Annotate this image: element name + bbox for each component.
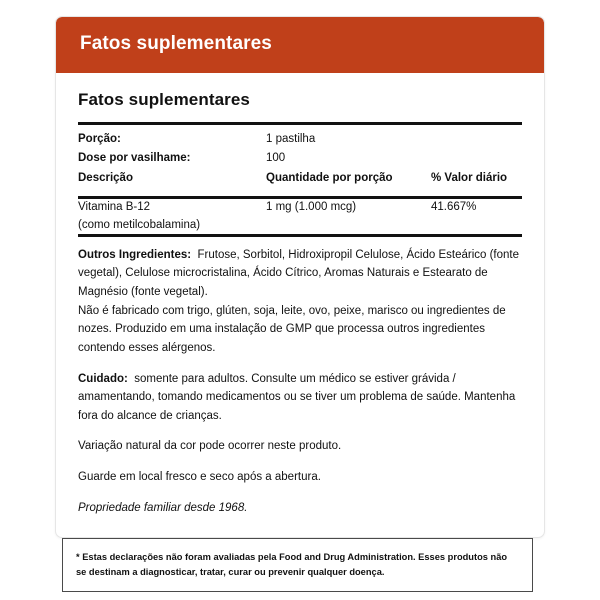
- nutrient-amount: 1 mg (1.000 mcg): [266, 201, 357, 214]
- other-ingredients-paragraph: [78, 246, 522, 302]
- prose-gap-3: [78, 456, 522, 468]
- servings-per-container-label: Dose por vasilhame:: [78, 152, 191, 165]
- prose-gap-1: [78, 358, 522, 370]
- serving-size-label: Porção:: [78, 133, 121, 146]
- prose-gap-4: [78, 487, 522, 499]
- supplement-facts-card: [55, 16, 545, 538]
- table-row-vitamin-b12-source: [78, 217, 522, 234]
- caution-text: somente para adultos. Consulte um médico se estiver grávida / amamentando, tomando medicamentos ou se tiver um problema de saúde. Mantenha fora do alcance de crianças.: [78, 372, 516, 422]
- nutrient-daily-value: 41.667%: [431, 201, 477, 214]
- fda-disclaimer-box: [62, 538, 533, 592]
- column-header-daily-value: % Valor diário: [431, 172, 508, 185]
- table-row-servings-per-container: [78, 149, 522, 168]
- allergen-paragraph: Não é fabricado com trigo, glúten, soja, leite, ovo, peixe, marisco ou ingredientes de nozes. Produzido em uma instalação de GMP que processa outros ingredientes contendo esses alérgenos.: [78, 304, 506, 354]
- prose-gap-2: [78, 425, 522, 437]
- table-row-serving-size: [78, 130, 522, 149]
- nutrient-subname: (como metilcobalamina): [78, 218, 201, 231]
- serving-size-value: 1 pastilha: [266, 133, 316, 146]
- family-owned-note: Propriedade familiar desde 1968.: [78, 501, 248, 514]
- serving-size-dv-empty: [431, 130, 522, 149]
- fda-disclaimer-text: * Estas declarações não foram avaliadas pela Food and Drug Administration. Esses produtos não se destinam a diagnosticar, tratar, curar ou prevenir qualquer doença.: [76, 552, 508, 578]
- caution-label: Cuidado:: [78, 372, 128, 385]
- storage-note: Guarde em local fresco e seco após a abertura.: [78, 471, 321, 484]
- card-body: [56, 73, 544, 537]
- nutrient-table: [78, 199, 522, 234]
- nutrient-name: Vitamina B-12: [78, 201, 151, 214]
- servings-per-container-dv-empty: [431, 149, 522, 168]
- serving-info-table: [78, 130, 522, 190]
- page-title: Fatos suplementares: [80, 33, 272, 54]
- table-row-vitamin-b12: [78, 199, 522, 216]
- column-header-description: Descrição: [78, 172, 133, 185]
- other-ingredients-label: Outros Ingredientes:: [78, 248, 192, 261]
- table-header-row: [78, 168, 522, 190]
- nutrient-subname-amount-empty: [266, 217, 431, 234]
- panel-title: Fatos suplementares: [78, 89, 250, 109]
- other-ingredients-text: Frutose, Sorbitol, Hidroxipropil Celulose, Ácido Esteárico (fonte vegetal), Celulose microcristalina, Ácido Cítrico, Aromas Naturais e Estearato de Magnésio (fonte vegetal).: [78, 248, 520, 299]
- color-variation-note: Variação natural da cor pode ocorrer neste produto.: [78, 440, 342, 453]
- nutrient-subname-dv-empty: [431, 217, 522, 234]
- post-rule-spacer: [78, 237, 522, 246]
- servings-per-container-value: 100: [266, 152, 286, 165]
- caution-paragraph: [78, 370, 522, 426]
- card-header-bar: [56, 17, 544, 73]
- information-prose: [78, 246, 522, 518]
- column-header-amount-per-serving: Quantidade por porção: [266, 172, 393, 185]
